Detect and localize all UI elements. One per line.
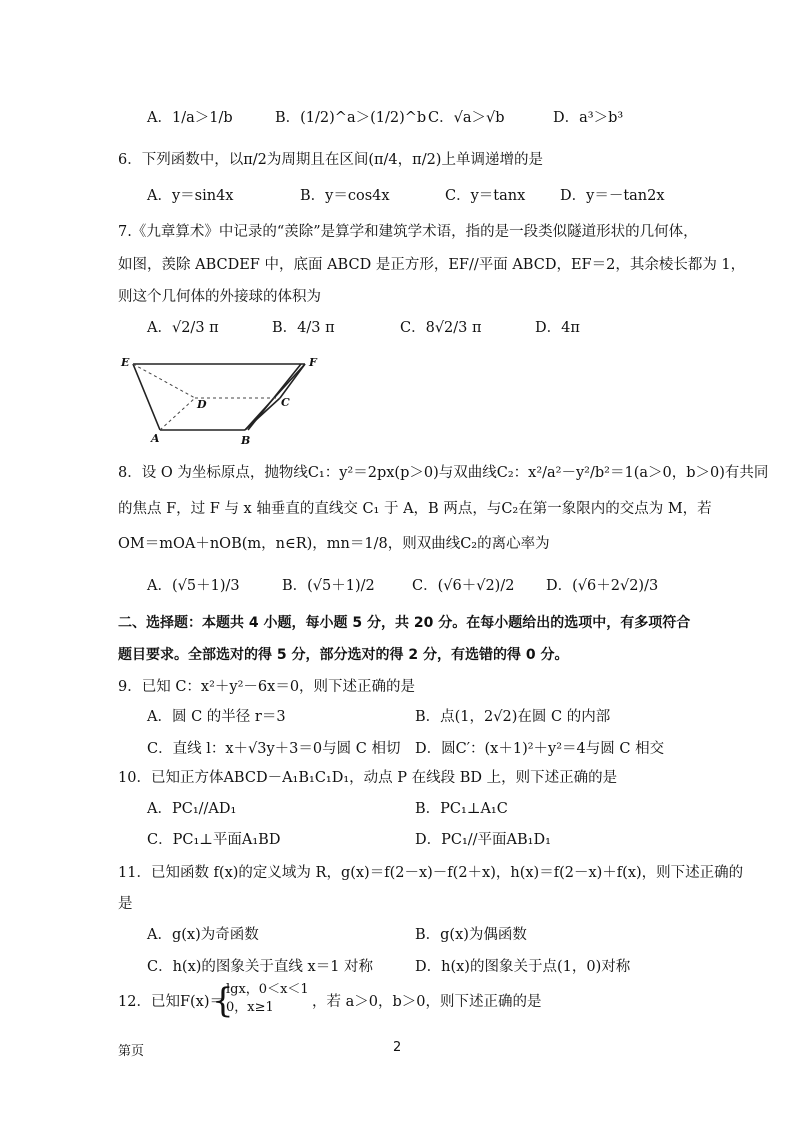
label-d: D [197, 398, 207, 411]
q7-option-a: A．√2/3 π [147, 320, 219, 336]
section-2-heading-line-2: 题目要求。全部选对的得 5 分，部分选对的得 2 分，有选错的得 0 分。 [118, 647, 569, 663]
q12-prefix: 12．已知F(x)＝ [118, 994, 225, 1010]
q7-figure-solid [115, 352, 325, 447]
q8-option-c: C．(√6＋√2)/2 [412, 578, 515, 594]
edge-bc [245, 398, 280, 430]
q11-option-d: D．h(x)的图象关于点(1，0)对称 [415, 959, 631, 975]
q7-line-1: 7.《九章算术》中记录的“羡除”是算学和建筑学术语，指的是一段类似隧道形状的几何体， [118, 224, 698, 240]
q10-option-d: D．PC₁//平面AB₁D₁ [415, 832, 551, 848]
label-e: E [121, 356, 130, 369]
q7-option-b: B．4/3 π [272, 320, 335, 336]
q9-option-d: D．圆C′：(x＋1)²＋y²＝4与圆 C 相交 [415, 741, 665, 757]
q11-option-b: B．g(x)为偶函数 [415, 927, 527, 943]
q8-line-3: OM＝mOA＋nOB(m，n∈R)，mn＝1/8，则双曲线C₂的离心率为 [118, 536, 550, 552]
q12-case-2: 0，x≥1 [226, 1000, 274, 1015]
section-2-heading-line-1: 二、选择题：本题共 4 小题，每小题 5 分，共 20 分。在每小题给出的选项中，有多项符合 [118, 615, 691, 631]
footer-page-label: 第页 [118, 1044, 145, 1059]
q10-option-b: B．PC₁⊥A₁C [415, 801, 508, 817]
q5-option-a: A．1/a＞1/b [147, 110, 233, 126]
q6-option-d: D．y＝－tan2x [560, 188, 665, 204]
q6-option-c: C．y＝tanx [445, 188, 526, 204]
q9-option-c: C．直线 l：x＋√3y＋3＝0与圆 C 相切 [147, 741, 401, 757]
q9-option-a: A．圆 C 的半径 r＝3 [147, 709, 286, 725]
q5-option-d: D．a³＞b³ [553, 110, 624, 126]
q12-case-1: lgx，0＜x＜1 [226, 982, 309, 997]
q5-option-c: C．√a＞√b [428, 110, 505, 126]
q7-line-3: 则这个几何体的外接球的体积为 [118, 289, 321, 305]
q10-stem: 10．已知正方体ABCD－A₁B₁C₁D₁，动点 P 在线段 BD 上，则下述正确的是 [118, 770, 618, 786]
footer-page-number: 2 [393, 1040, 402, 1055]
q11-line-2: 是 [118, 896, 133, 912]
q10-option-c: C．PC₁⊥平面A₁BD [147, 832, 281, 848]
q8-option-a: A．(√5＋1)/3 [147, 578, 240, 594]
label-a: A [151, 432, 160, 445]
q9-stem: 9．已知 C：x²＋y²－6x＝0，则下述正确的是 [118, 679, 416, 695]
q7-option-d: D．4π [535, 320, 580, 336]
q12-brace: { [212, 981, 234, 1021]
edge-fc [280, 364, 305, 398]
q6-option-b: B．y＝cos4x [300, 188, 390, 204]
q7-option-c: C．8√2/3 π [400, 320, 482, 336]
q9-option-b: B．点(1，2√2)在圆 C 的内部 [415, 709, 611, 725]
q6-option-a: A．y＝sin4x [147, 188, 234, 204]
q6-stem: 6．下列函数中，以π/2为周期且在区间(π/4，π/2)上单调递增的是 [118, 152, 543, 168]
q8-line-1: 8．设 O 为坐标原点，抛物线C₁：y²＝2px(p＞0)与双曲线C₂：x²/a²－y²/b²＝1(a＞0，b＞0)有共同 [118, 465, 769, 481]
q10-option-a: A．PC₁//AD₁ [147, 801, 237, 817]
q8-option-b: B．(√5＋1)/2 [282, 578, 375, 594]
q8-line-2: 的焦点 F，过 F 与 x 轴垂直的直线交 C₁ 于 A，B 两点，与C₂在第一象限内的交点为 M，若 [118, 501, 712, 517]
label-f: F [309, 356, 317, 369]
q11-line-1: 11．已知函数 f(x)的定义域为 R，g(x)＝f(2－x)－f(2＋x)，h(x)＝f(2－x)＋f(x)，则下述正确的 [118, 865, 744, 881]
label-c: C [281, 396, 290, 409]
edge-ea [133, 364, 160, 430]
label-b: B [241, 434, 251, 447]
hidden-edge-ed [133, 364, 195, 398]
q7-line-2: 如图，羡除 ABCDEF 中，底面 ABCD 是正方形，EF//平面 ABCD，EF＝2，其余棱长都为 1， [118, 257, 746, 273]
q8-option-d: D．(√6＋2√2)/3 [546, 578, 659, 594]
q11-option-a: A．g(x)为奇函数 [147, 927, 259, 943]
q5-option-b: B．(1/2)^a＞(1/2)^b [275, 110, 427, 126]
q11-option-c: C．h(x)的图象关于直线 x＝1 对称 [147, 959, 374, 975]
hidden-edge-ad [160, 398, 195, 430]
q12-suffix: ，若 a＞0，b＞0，则下述正确的是 [312, 994, 542, 1010]
